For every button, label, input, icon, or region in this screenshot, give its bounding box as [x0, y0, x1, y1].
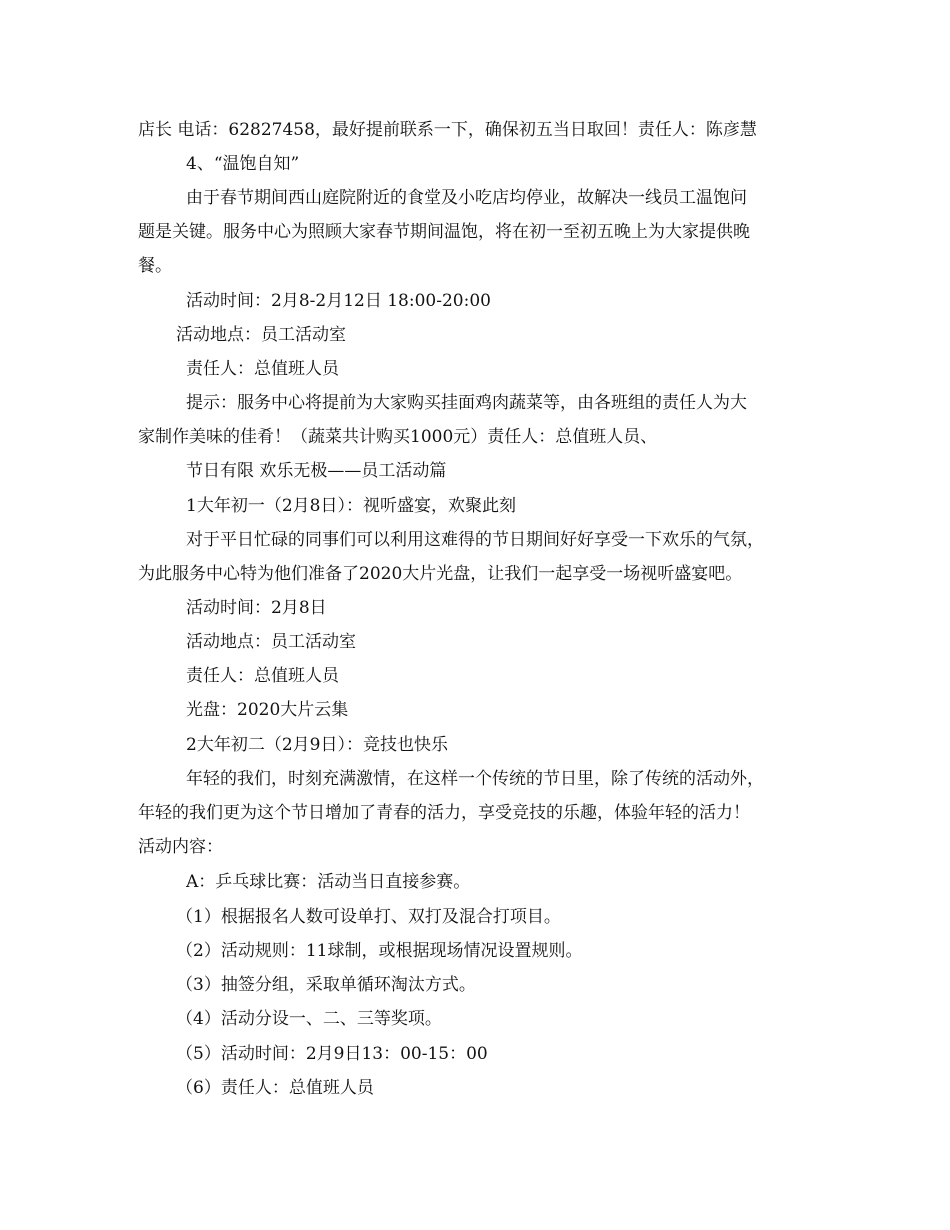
- list-item: （3）抽签分组，采取单循环淘汰方式。: [176, 975, 476, 995]
- activity-time: 活动时间：2月8日: [186, 598, 327, 618]
- list-item: （4）活动分设一、二、三等奖项。: [176, 1009, 442, 1029]
- list-item: A：乒乓球比赛：活动当日直接参赛。: [186, 872, 471, 892]
- list-item: （2）活动规则：11球制，或根据现场情况设置规则。: [176, 941, 583, 961]
- list-item: （6）责任人：总值班人员: [176, 1078, 374, 1098]
- text-line: 提示：服务中心将提前为大家购买挂面鸡肉蔬菜等，由各班组的责任人为大: [186, 393, 747, 413]
- activity-location: 活动地点：员工活动室: [176, 325, 346, 345]
- text-line: 为此服务中心特为他们准备了2020大片光盘，让我们一起享受一场视听盛宴吧。: [138, 564, 743, 584]
- text-line: 对于平日忙碌的同事们可以利用这难得的节日期间好好享受一下欢乐的气氛，: [186, 530, 764, 550]
- section-heading: 节日有限 欢乐无极——员工活动篇: [186, 461, 447, 481]
- text-line: 由于春节期间西山庭院附近的食堂及小吃店均停业，故解决一线员工温饱问: [186, 188, 747, 208]
- text-line: 年轻的我们，时刻充满激情，在这样一个传统的节日里，除了传统的活动外，: [186, 769, 764, 789]
- text-line: 餐。: [138, 256, 172, 276]
- text-line: 家制作美味的佳肴！（蔬菜共计购买1000元）责任人：总值班人员、: [138, 427, 658, 447]
- activity-time: 活动时间：2月8-2月12日 18:00-20:00: [186, 291, 491, 311]
- subsection-heading: 1大年初一（2月8日）：视听盛宴，欢聚此刻: [186, 496, 516, 516]
- responsible-person: 责任人：总值班人员: [186, 359, 339, 379]
- text-line: 光盘：2020大片云集: [186, 700, 349, 720]
- activity-location: 活动地点：员工活动室: [186, 632, 356, 652]
- text-line: 店长 电话：62827458，最好提前联系一下，确保初五当日取回！责任人：陈彦慧: [138, 120, 757, 140]
- section-heading: 4、“温饱自知”: [186, 154, 300, 174]
- list-item: （1）根据报名人数可设单打、双打及混合打项目。: [176, 907, 561, 927]
- text-line: 年轻的我们更为这个节日增加了青春的活力，享受竞技的乐趣，体验年轻的活力！: [138, 803, 750, 823]
- text-line: 题是关键。服务中心为照顾大家春节期间温饱，将在初一至初五晚上为大家提供晚: [138, 222, 750, 242]
- list-item: （5）活动时间：2月9日13：00-15：00: [176, 1044, 488, 1064]
- text-line: 活动内容：: [138, 837, 223, 857]
- responsible-person: 责任人：总值班人员: [186, 666, 339, 686]
- subsection-heading: 2大年初二（2月9日）：竞技也快乐: [186, 735, 448, 755]
